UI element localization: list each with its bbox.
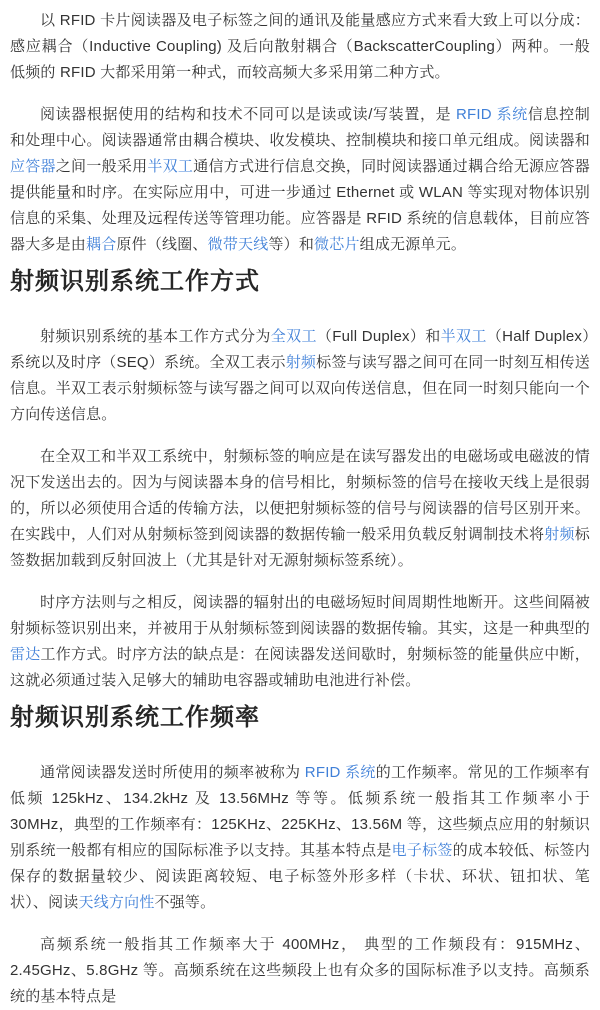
paragraph — [10, 444, 590, 574]
text-run: 通常阅读器发送时所使用的频率被称为 — [40, 764, 305, 781]
term-link[interactable]: RFID 系统 — [304, 764, 376, 781]
term-link[interactable]: 全双工 — [270, 328, 317, 345]
paragraph — [10, 590, 590, 694]
section-heading — [10, 266, 590, 298]
text-run: 以 RFID 卡片阅读器及电子标签之间的通讯及能量感应方式来看大致上可以分成：感应耦合（Inductive Coupling) 及后向散射耦合（BackscatterCoupling）两种。一般低频的 RFID 大都采用第一种式，而较高频大多采用第二种方式。 — [10, 12, 590, 81]
term-link[interactable]: 半双工 — [147, 158, 194, 175]
term-link[interactable]: RFID 系统 — [456, 106, 528, 123]
paragraph — [10, 932, 590, 1010]
text-run: 组成无源单元。 — [359, 236, 467, 253]
text-run: 标签与读写器之间可在同一时刻互相传送信息。半双工表示射频标签与读写器之间可以双向传送信息，但在同一时刻只能向一个方向传送信息。 — [10, 354, 590, 423]
term-link[interactable]: 半双工 — [440, 328, 487, 345]
text-run: 原件（线圈、 — [116, 236, 208, 253]
term-link[interactable]: 耦合 — [86, 236, 117, 253]
term-link[interactable]: 微带天线 — [207, 236, 269, 253]
paragraph — [10, 324, 590, 428]
paragraph — [10, 102, 590, 258]
text-run: 的工作频率。常见的工作频率有低频 125kHz、134.2kHz 及 13.56MHz 等等。低频系统一般指其工作频率小于 30MHz，典型的工作频率有：125KHz、225KHz、13.56M 等，这些频点应用的射频识别系统一般都有相应的国际标准予以支持。其基本特点是 — [10, 764, 590, 859]
text-run: 高频系统一般指其工作频率大于 400MHz， 典型的工作频段有：915MHz、2.45GHz、5.8GHz 等。高频系统在这些频段上也有众多的国际标准予以支持。高频系统的基本特点是 — [10, 936, 590, 1005]
text-run: 时序方法则与之相反，阅读器的辐射出的电磁场短时间周期性地断开。这些间隔被射频标签识别出来，并被用于从射频标签到阅读器的数据传输。其实，这是一种典型的 — [10, 594, 590, 637]
text-run: 标签数据加载到反射回波上（尤其是针对无源射频标签系统）。 — [10, 526, 590, 569]
text-run: 的成本较低、标签内保存的数据量较少、阅读距离较短、电子标签外形多样（卡状、环状、钮扣状、笔状）、阅读 — [10, 842, 590, 911]
text-run: 等）和 — [268, 236, 315, 253]
term-link[interactable]: 应答器 — [10, 158, 56, 175]
text-run: 阅读器根据使用的结构和技术不同可以是读或读/写装置，是 — [40, 106, 457, 123]
term-link[interactable]: 天线方向性 — [78, 894, 155, 911]
text-run: 之间一般采用 — [55, 158, 148, 175]
term-link[interactable]: 射频 — [544, 526, 575, 543]
section-heading — [10, 702, 590, 734]
text-run: 信息控制和处理中心。阅读器通常由耦合模块、收发模块、控制模块和接口单元组成。阅读器和 — [10, 106, 590, 149]
paragraph — [10, 760, 590, 916]
term-link[interactable]: 电子标签 — [391, 842, 453, 859]
text-run: 射频识别系统工作频率 — [10, 704, 260, 731]
term-link[interactable]: 射频 — [285, 354, 317, 371]
text-run: （Half Duplex）系统以及时序（SEQ）系统。全双工表示 — [10, 328, 590, 371]
paragraph — [10, 8, 590, 86]
text-run: 射频识别系统的基本工作方式分为 — [40, 328, 271, 345]
text-run: 工作方式。时序方法的缺点是：在阅读器发送间歇时，射频标签的能量供应中断，这就必须通过装入足够大的辅助电容器或辅助电池进行补偿。 — [10, 646, 590, 689]
text-run: 不强等。 — [154, 894, 216, 911]
term-link[interactable]: 微芯片 — [314, 236, 360, 253]
text-run: （Full Duplex）和 — [316, 328, 441, 345]
term-link[interactable]: 雷达 — [10, 646, 41, 663]
text-run: 射频识别系统工作方式 — [10, 268, 260, 295]
text-run: 在全双工和半双工系统中，射频标签的响应是在读写器发出的电磁场或电磁波的情况下发送出去的。因为与阅读器本身的信号相比，射频标签的信号在接收天线上是很弱的，所以必须使用合适的传输方法，以便把射频标签的信号与阅读器的信号区别开来。在实践中，人们对从射频标签到阅读器的数据传输一般采用负载反射调制技术将 — [10, 448, 590, 543]
text-run: 通信方式进行信息交换，同时阅读器通过耦合给无源应答器提供能量和时序。在实际应用中，可进一步通过 Ethernet 或 WLAN 等实现对物体识别信息的采集、处理及远程传送等管理功能。应答器是 RFID 系统的信息载体，目前应答器大多是由 — [10, 158, 590, 253]
